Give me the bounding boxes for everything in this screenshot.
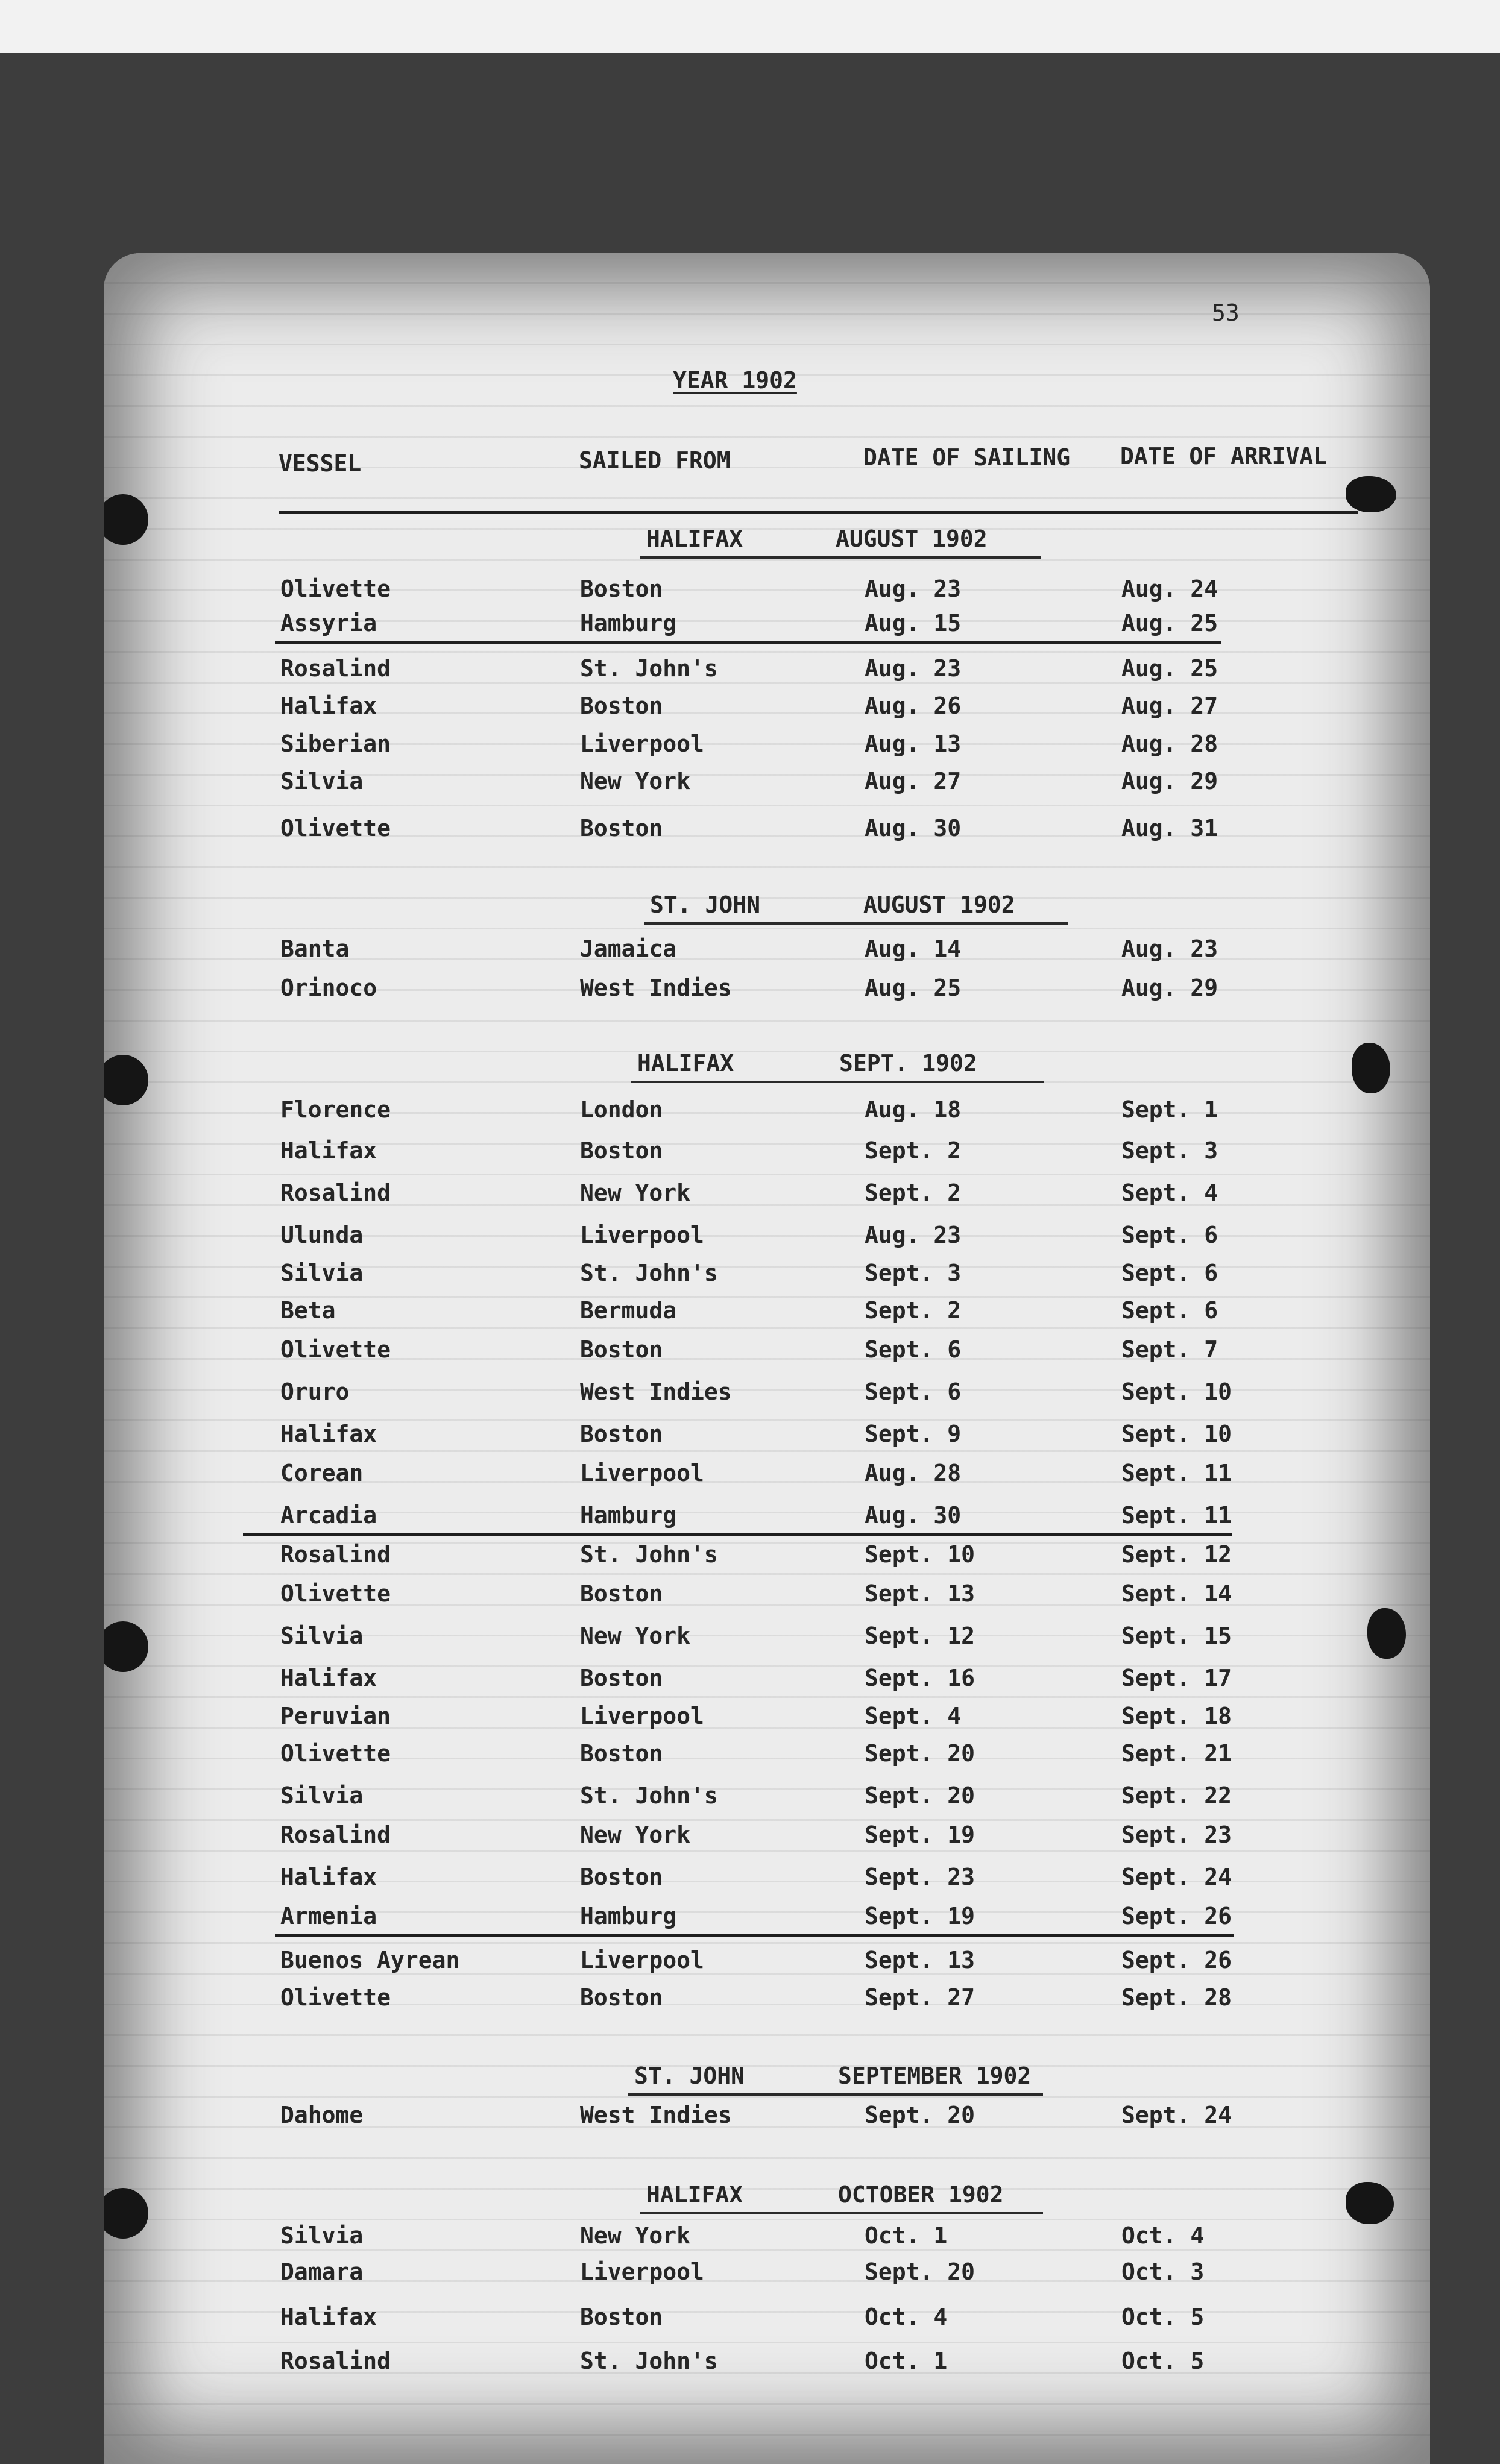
row-sailed-from: New York [580, 1623, 691, 1649]
row-vessel: Ulunda [280, 1222, 364, 1248]
row-date-of-arrival: Sept. 11 [1121, 1460, 1232, 1486]
row-sailed-from: Boston [580, 1984, 663, 2011]
row-date-of-arrival: Sept. 26 [1121, 1903, 1232, 1929]
section-underline [644, 922, 1068, 925]
row-sailed-from: West Indies [580, 2102, 732, 2128]
row-sailed-from: Liverpool [580, 1222, 704, 1248]
row-date-of-sailing: Sept. 13 [865, 1947, 975, 1973]
row-vessel: Buenos Ayrean [280, 1947, 460, 1973]
row-sailed-from: Jamaica [580, 935, 677, 962]
row-sailed-from: Boston [580, 1421, 663, 1447]
row-vessel: Rosalind [280, 655, 391, 682]
page-title: YEAR 1902 [673, 367, 797, 394]
row-vessel: Silvia [280, 1623, 364, 1649]
row-vessel: Silvia [280, 768, 364, 794]
row-date-of-sailing: Sept. 6 [865, 1336, 962, 1363]
row-vessel: Halifax [280, 2304, 377, 2330]
row-vessel: Armenia [280, 1903, 377, 1929]
row-vessel: Dahome [280, 2102, 364, 2128]
row-date-of-sailing: Aug. 23 [865, 576, 962, 602]
section-underline [640, 556, 1041, 559]
ledger-page [104, 253, 1430, 2464]
ink-blot [1346, 476, 1396, 512]
section-port-label: HALIFAX [646, 526, 743, 552]
row-vessel: Assyria [280, 610, 377, 636]
row-sailed-from: Liverpool [580, 731, 704, 757]
row-date-of-sailing: Aug. 14 [865, 935, 962, 962]
row-date-of-sailing: Sept. 2 [865, 1297, 962, 1324]
row-vessel: Beta [280, 1297, 336, 1324]
row-date-of-sailing: Aug. 23 [865, 1222, 962, 1248]
row-date-of-sailing: Aug. 27 [865, 768, 962, 794]
row-vessel: Halifax [280, 693, 377, 719]
row-vessel: Banta [280, 935, 350, 962]
row-sailed-from: West Indies [580, 975, 732, 1001]
row-date-of-arrival: Aug. 25 [1121, 610, 1218, 636]
row-date-of-arrival: Sept. 10 [1121, 1421, 1232, 1447]
row-vessel: Siberian [280, 731, 391, 757]
section-period-label: OCTOBER 1902 [838, 2181, 1004, 2208]
row-date-of-sailing: Aug. 23 [865, 655, 962, 682]
section-port-label: HALIFAX [637, 1050, 734, 1076]
row-date-of-sailing: Aug. 30 [865, 1502, 962, 1529]
row-date-of-sailing: Sept. 20 [865, 2258, 975, 2285]
row-vessel: Rosalind [280, 1180, 391, 1206]
row-date-of-sailing: Aug. 15 [865, 610, 962, 636]
row-date-of-sailing: Sept. 4 [865, 1703, 962, 1729]
page-number: 53 [1212, 300, 1240, 326]
section-period-label: AUGUST 1902 [836, 526, 988, 552]
row-date-of-arrival: Sept. 23 [1121, 1821, 1232, 1848]
row-date-of-arrival: Sept. 6 [1121, 1260, 1218, 1286]
row-date-of-arrival: Sept. 26 [1121, 1947, 1232, 1973]
section-period-label: SEPT. 1902 [839, 1050, 977, 1076]
row-vessel: Olivette [280, 1984, 391, 2011]
row-date-of-sailing: Sept. 3 [865, 1260, 962, 1286]
row-date-of-sailing: Oct. 1 [865, 2222, 948, 2249]
row-vessel: Silvia [280, 2222, 364, 2249]
row-date-of-arrival: Sept. 11 [1121, 1502, 1232, 1529]
row-sailed-from: West Indies [580, 1378, 732, 1405]
group-divider-rule [275, 641, 1221, 644]
header-vessel: VESSEL [279, 450, 362, 477]
row-vessel: Oruro [280, 1378, 350, 1405]
row-vessel: Halifax [280, 1665, 377, 1691]
row-date-of-arrival: Aug. 29 [1121, 768, 1218, 794]
row-vessel: Rosalind [280, 1821, 391, 1848]
row-date-of-sailing: Sept. 19 [865, 1821, 975, 1848]
row-date-of-arrival: Sept. 15 [1121, 1623, 1232, 1649]
row-sailed-from: Liverpool [580, 1703, 704, 1729]
row-date-of-sailing: Aug. 30 [865, 815, 962, 841]
row-vessel: Peruvian [280, 1703, 391, 1729]
row-date-of-arrival: Sept. 12 [1121, 1541, 1232, 1568]
row-date-of-sailing: Sept. 13 [865, 1580, 975, 1607]
row-date-of-arrival: Sept. 6 [1121, 1297, 1218, 1324]
row-date-of-sailing: Aug. 25 [865, 975, 962, 1001]
row-date-of-sailing: Sept. 19 [865, 1903, 975, 1929]
row-date-of-arrival: Aug. 28 [1121, 731, 1218, 757]
row-vessel: Rosalind [280, 1541, 391, 1568]
row-date-of-sailing: Sept. 12 [865, 1623, 975, 1649]
ink-blot [1367, 1608, 1406, 1659]
row-date-of-arrival: Aug. 27 [1121, 693, 1218, 719]
row-date-of-arrival: Sept. 28 [1121, 1984, 1232, 2011]
row-sailed-from: New York [580, 2222, 691, 2249]
row-date-of-sailing: Oct. 1 [865, 2348, 948, 2374]
row-date-of-arrival: Sept. 1 [1121, 1096, 1218, 1123]
row-sailed-from: Boston [580, 815, 663, 841]
row-sailed-from: Boston [580, 1137, 663, 1164]
row-date-of-arrival: Sept. 21 [1121, 1740, 1232, 1767]
row-sailed-from: Hamburg [580, 1903, 677, 1929]
row-sailed-from: Hamburg [580, 1502, 677, 1529]
row-date-of-sailing: Aug. 13 [865, 731, 962, 757]
row-date-of-sailing: Sept. 27 [865, 1984, 975, 2011]
row-sailed-from: Boston [580, 1580, 663, 1607]
section-period-label: AUGUST 1902 [863, 891, 1015, 918]
row-sailed-from: Liverpool [580, 1947, 704, 1973]
row-vessel: Silvia [280, 1260, 364, 1286]
row-vessel: Orinoco [280, 975, 377, 1001]
row-date-of-sailing: Sept. 6 [865, 1378, 962, 1405]
section-underline [631, 1081, 1044, 1083]
section-underline [628, 2093, 1043, 2096]
row-vessel: Silvia [280, 1782, 364, 1809]
row-sailed-from: Liverpool [580, 1460, 704, 1486]
binder-hole [104, 1621, 148, 1672]
row-vessel: Olivette [280, 1740, 391, 1767]
row-sailed-from: Hamburg [580, 610, 677, 636]
row-date-of-sailing: Aug. 26 [865, 693, 962, 719]
row-date-of-arrival: Aug. 23 [1121, 935, 1218, 962]
section-period-label: SEPTEMBER 1902 [838, 2063, 1032, 2089]
row-date-of-arrival: Sept. 3 [1121, 1137, 1218, 1164]
row-date-of-arrival: Oct. 3 [1121, 2258, 1205, 2285]
row-date-of-sailing: Sept. 2 [865, 1180, 962, 1206]
header-date-of-sailing: DATE OF SAILING [863, 444, 1071, 471]
row-date-of-sailing: Aug. 28 [865, 1460, 962, 1486]
row-sailed-from: St. John's [580, 655, 718, 682]
row-sailed-from: Boston [580, 1864, 663, 1890]
row-date-of-arrival: Aug. 31 [1121, 815, 1218, 841]
section-port-label: ST. JOHN [650, 891, 761, 918]
group-divider-rule [275, 1934, 1234, 1937]
row-date-of-arrival: Sept. 17 [1121, 1665, 1232, 1691]
row-date-of-sailing: Sept. 2 [865, 1137, 962, 1164]
row-vessel: Olivette [280, 1336, 391, 1363]
row-date-of-arrival: Sept. 24 [1121, 1864, 1232, 1890]
row-vessel: Corean [280, 1460, 364, 1486]
row-vessel: Rosalind [280, 2348, 391, 2374]
row-date-of-arrival: Oct. 5 [1121, 2348, 1205, 2374]
row-sailed-from: Liverpool [580, 2258, 704, 2285]
row-date-of-arrival: Aug. 24 [1121, 576, 1218, 602]
row-date-of-arrival: Aug. 29 [1121, 975, 1218, 1001]
ink-blot [1352, 1043, 1390, 1093]
row-vessel: Olivette [280, 1580, 391, 1607]
row-date-of-arrival: Sept. 14 [1121, 1580, 1232, 1607]
row-vessel: Halifax [280, 1421, 377, 1447]
row-sailed-from: Boston [580, 576, 663, 602]
row-sailed-from: Boston [580, 693, 663, 719]
header-date-of-arrival: DATE OF ARRIVAL [1120, 443, 1328, 470]
row-sailed-from: St. John's [580, 1541, 718, 1568]
scan-top-margin [0, 0, 1500, 53]
row-sailed-from: Boston [580, 2304, 663, 2330]
row-date-of-sailing: Oct. 4 [865, 2304, 948, 2330]
row-sailed-from: St. John's [580, 2348, 718, 2374]
section-port-label: HALIFAX [646, 2181, 743, 2208]
row-sailed-from: St. John's [580, 1782, 718, 1809]
row-sailed-from: St. John's [580, 1260, 718, 1286]
binder-hole [104, 494, 148, 545]
header-rule [279, 511, 1358, 514]
row-date-of-sailing: Sept. 10 [865, 1541, 975, 1568]
row-date-of-arrival: Sept. 6 [1121, 1222, 1218, 1248]
section-underline [640, 2212, 1043, 2214]
row-date-of-sailing: Sept. 16 [865, 1665, 975, 1691]
row-date-of-arrival: Sept. 10 [1121, 1378, 1232, 1405]
row-date-of-arrival: Sept. 4 [1121, 1180, 1218, 1206]
binder-hole [104, 1055, 148, 1105]
row-sailed-from: Boston [580, 1665, 663, 1691]
binder-hole [104, 2188, 148, 2239]
row-sailed-from: New York [580, 1821, 691, 1848]
row-date-of-arrival: Oct. 4 [1121, 2222, 1205, 2249]
row-vessel: Damara [280, 2258, 364, 2285]
row-vessel: Arcadia [280, 1502, 377, 1529]
row-sailed-from: New York [580, 768, 691, 794]
header-sailed-from: SAILED FROM [579, 447, 731, 474]
row-sailed-from: Boston [580, 1336, 663, 1363]
row-vessel: Florence [280, 1096, 391, 1123]
row-date-of-sailing: Sept. 20 [865, 2102, 975, 2128]
row-date-of-arrival: Sept. 18 [1121, 1703, 1232, 1729]
row-date-of-sailing: Sept. 9 [865, 1421, 962, 1447]
row-date-of-arrival: Sept. 7 [1121, 1336, 1218, 1363]
row-date-of-arrival: Oct. 5 [1121, 2304, 1205, 2330]
row-vessel: Olivette [280, 576, 391, 602]
row-sailed-from: London [580, 1096, 663, 1123]
row-date-of-sailing: Sept. 23 [865, 1864, 975, 1890]
row-sailed-from: Boston [580, 1740, 663, 1767]
row-date-of-arrival: Aug. 25 [1121, 655, 1218, 682]
row-vessel: Halifax [280, 1864, 377, 1890]
row-date-of-sailing: Sept. 20 [865, 1740, 975, 1767]
row-sailed-from: New York [580, 1180, 691, 1206]
row-sailed-from: Bermuda [580, 1297, 677, 1324]
row-date-of-sailing: Aug. 18 [865, 1096, 962, 1123]
row-date-of-arrival: Sept. 24 [1121, 2102, 1232, 2128]
row-date-of-sailing: Sept. 20 [865, 1782, 975, 1809]
row-date-of-arrival: Sept. 22 [1121, 1782, 1232, 1809]
group-divider-rule [243, 1533, 1232, 1536]
row-vessel: Olivette [280, 815, 391, 841]
row-vessel: Halifax [280, 1137, 377, 1164]
ink-blot [1346, 2182, 1394, 2224]
section-port-label: ST. JOHN [634, 2063, 745, 2089]
